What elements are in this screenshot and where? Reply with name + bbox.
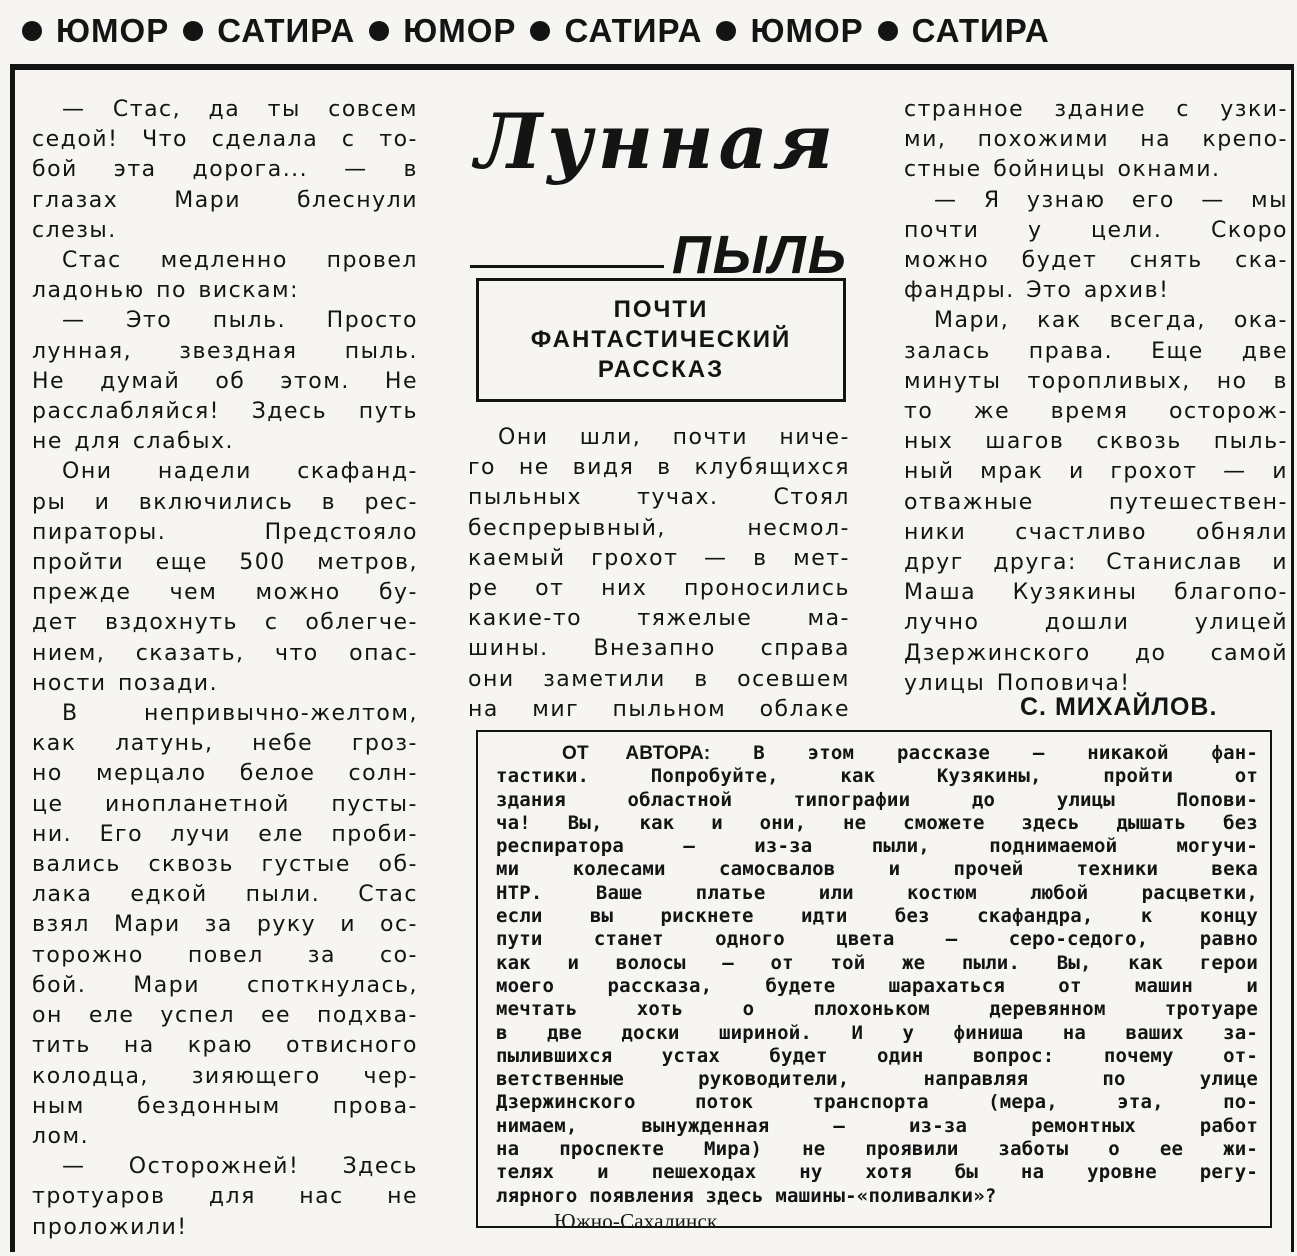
text-line: — Это пыль. Просто <box>62 308 418 334</box>
note-line: в две доски шириной. И у финиша на ваших за- <box>496 1021 1258 1044</box>
note-line: на проспекте Мира) не проявили заботы о ее жи- <box>496 1138 1258 1161</box>
author-note-box <box>476 730 1272 1233</box>
text-line: глазах Мари блеснули <box>32 187 418 213</box>
text-line: друг друга: Станислав и <box>904 550 1288 576</box>
text-line: нием, сказать, что опас- <box>32 640 418 666</box>
text-line: го не видя в клубящихся <box>468 455 850 481</box>
article-column-3 <box>904 95 1288 699</box>
text-line: лом. <box>32 1123 90 1149</box>
note-city: Южно-Сахалинск <box>554 1208 718 1233</box>
text-line: лака едкой пыли. Стас <box>32 882 418 908</box>
bullet-icon <box>369 21 389 41</box>
note-heading: ОТ АВТОРА: <box>562 743 711 764</box>
text-line: странное здание с узки- <box>904 97 1288 122</box>
text-line: ры и включились в рес- <box>32 489 418 515</box>
banner-item: ЮМОР <box>716 12 863 50</box>
text-line: тротуаров для нас не <box>32 1184 418 1210</box>
note-line: моего рассказа, будете шарахаться от машин и <box>496 974 1258 997</box>
author-signature: С. МИХАЙЛОВ. <box>1020 693 1218 721</box>
text-line: шины. Внезапно справа <box>468 636 850 662</box>
text-line: Маша Кузякины благопо- <box>904 580 1288 606</box>
text-line: то же время осторож- <box>904 399 1288 425</box>
text-line: колодца, зияющего чер- <box>32 1063 418 1089</box>
text-line: ре от них проносились <box>468 576 850 602</box>
banner-item: САТИРА <box>878 12 1050 50</box>
note-line: ча! Вы, как и они, не сможете здесь дышать без <box>496 811 1258 834</box>
subtitle-line: ПОЧТИ <box>613 296 709 323</box>
text-line: Они шли, почти ниче- <box>498 425 850 450</box>
bullet-icon <box>530 21 550 41</box>
text-line: почти у цели. Скоро <box>904 217 1288 243</box>
text-line: лунная, звездная пыль. <box>32 338 418 364</box>
text-line: каемый грохот — в мет- <box>468 545 850 571</box>
text-line: улицы Поповича! <box>904 670 1131 696</box>
title-line-1: Лунная <box>475 97 839 186</box>
note-line: здания областной типографии до улицы Попови- <box>496 788 1258 811</box>
article-column-2 <box>468 423 850 725</box>
text-line: ности позади. <box>32 670 219 696</box>
text-line: — Осторожней! Здесь <box>62 1154 418 1180</box>
text-line: дет вздохнуть с облегче- <box>32 610 418 636</box>
text-line: фандры. Это архив! <box>904 278 1170 304</box>
banner-item: ЮМОР <box>369 12 516 50</box>
note-line: ОТ АВТОРА: В этом рассказе — никакой фан- <box>562 742 1258 764</box>
text-line: можно будет снять ска- <box>904 248 1288 274</box>
text-line: лучно дошли улицей <box>904 610 1288 636</box>
note-line: телях и пешеходах ну хотя бы на уровне регу- <box>496 1161 1258 1184</box>
text-line: не для слабых. <box>32 429 235 455</box>
text-line: минуты торопливых, но в <box>904 368 1288 394</box>
banner-item: САТИРА <box>530 12 702 50</box>
text-line: прежде чем можно бу- <box>32 580 418 606</box>
text-line: вались сквозь густые об- <box>32 852 418 878</box>
text-line: тить на краю отвисного <box>32 1033 418 1059</box>
note-line: ми колесами самосвалов и прочей техники века <box>496 858 1258 881</box>
text-line: В непривычно-желтом, <box>62 701 418 727</box>
bullet-icon <box>183 21 203 41</box>
text-line: ми, похожими на крепо- <box>904 127 1288 153</box>
note-line: ветственные руководители, направляя по улице <box>496 1068 1258 1091</box>
title-line-2 <box>470 225 848 285</box>
text-line: — Я узнаю его — мы <box>934 187 1288 213</box>
text-line: — Стас, да ты совсем <box>62 97 418 122</box>
text-line: стные бойницы окнами. <box>904 157 1221 183</box>
text-line: це инопланетной пусты- <box>32 791 418 817</box>
text-line: слезы. <box>32 217 117 243</box>
note-line: если вы рискнете идти без скафандра, к концу <box>496 905 1258 928</box>
note-line: пылившихся устах будет один вопрос: почему от- <box>496 1044 1258 1067</box>
text-line: они заметили в осевшем <box>468 666 850 692</box>
banner-item: ЮМОР <box>22 12 169 50</box>
text-line: проложили! <box>32 1214 188 1240</box>
note-line: тастики. Попробуйте, как Кузякины, пройти от <box>496 765 1258 788</box>
text-line: Мари, как всегда, ока- <box>934 308 1288 334</box>
subtitle-box <box>476 278 846 402</box>
text-line: но мерцало белое солн- <box>32 761 418 787</box>
text-line: Не думай об этом. Не <box>32 368 418 394</box>
text-line: Стас медленно провел <box>62 248 418 274</box>
text-line: пройти еще 500 метров, <box>32 550 418 576</box>
note-line: пути станет одного цвета — серо-седого, равно <box>496 928 1258 951</box>
text-line: бой эта дорога... — в <box>32 157 418 183</box>
article-column-1 <box>32 95 418 1243</box>
note-line: НТР. Ваше платье или костюм любой расцветки, <box>496 881 1258 904</box>
text-line: ни. Его лучи еле проби- <box>32 821 418 847</box>
bullet-icon <box>716 21 736 41</box>
note-line: респиратора — из-за пыли, поднимаемой могучи- <box>496 835 1258 858</box>
text-line: ный мрак и грохот — и <box>904 459 1288 485</box>
text-line: Они надели скафанд- <box>62 459 418 485</box>
text-line: бой. Мари споткнулась, <box>32 972 418 998</box>
note-line: мечтать хоть о плохоньком деревянном тротуаре <box>496 998 1258 1021</box>
text-line: какие-то тяжелые ма- <box>468 606 850 632</box>
text-line: залась права. Еще две <box>904 338 1288 364</box>
text-line: как латунь, небе гроз- <box>32 731 418 757</box>
note-line: как и волосы — от той же пыли. Вы, как герои <box>496 951 1258 974</box>
title-word: ПЫЛЬ <box>671 225 848 285</box>
text-line: пыльных тучах. Стоял <box>468 485 850 511</box>
note-line: Дзержинского поток транспорта (мера, эта, по- <box>496 1091 1258 1114</box>
text-line: отважные путешествен- <box>904 489 1288 515</box>
note-line: нимаем, вынужденная — из-за ремонтных работ <box>496 1114 1258 1137</box>
bullet-icon <box>878 21 898 41</box>
text-line: ники счастливо обняли <box>904 519 1288 545</box>
note-line: лярного появления здесь машины-«поливалки»? <box>496 1184 997 1207</box>
text-line: ным бездонным прова- <box>32 1093 418 1119</box>
bullet-icon <box>22 21 42 41</box>
title-rule <box>470 265 664 268</box>
subtitle-line: ФАНТАСТИЧЕСКИЙ <box>530 326 792 353</box>
text-line: на миг пыльном облаке <box>468 696 850 722</box>
text-line: Дзержинского до самой <box>904 640 1288 666</box>
text-line: взял Мари за руку и ос- <box>32 912 418 938</box>
text-line: расслабляйся! Здесь путь <box>32 399 418 425</box>
text-line: пираторы. Предстояло <box>32 519 418 545</box>
rubric-banner <box>0 0 1297 62</box>
text-line: ладонью по вискам: <box>32 278 300 304</box>
text-line: он еле успел ее подхва- <box>32 1003 418 1029</box>
banner-item: САТИРА <box>183 12 355 50</box>
text-line: ных шагов сквозь пыль- <box>904 429 1288 455</box>
subtitle-line: РАССКАЗ <box>597 356 725 383</box>
text-line: торожно повел за со- <box>32 942 418 968</box>
text-line: беспрерывный, несмол- <box>468 515 850 541</box>
text-line: седой! Что сделала с то- <box>32 127 418 153</box>
